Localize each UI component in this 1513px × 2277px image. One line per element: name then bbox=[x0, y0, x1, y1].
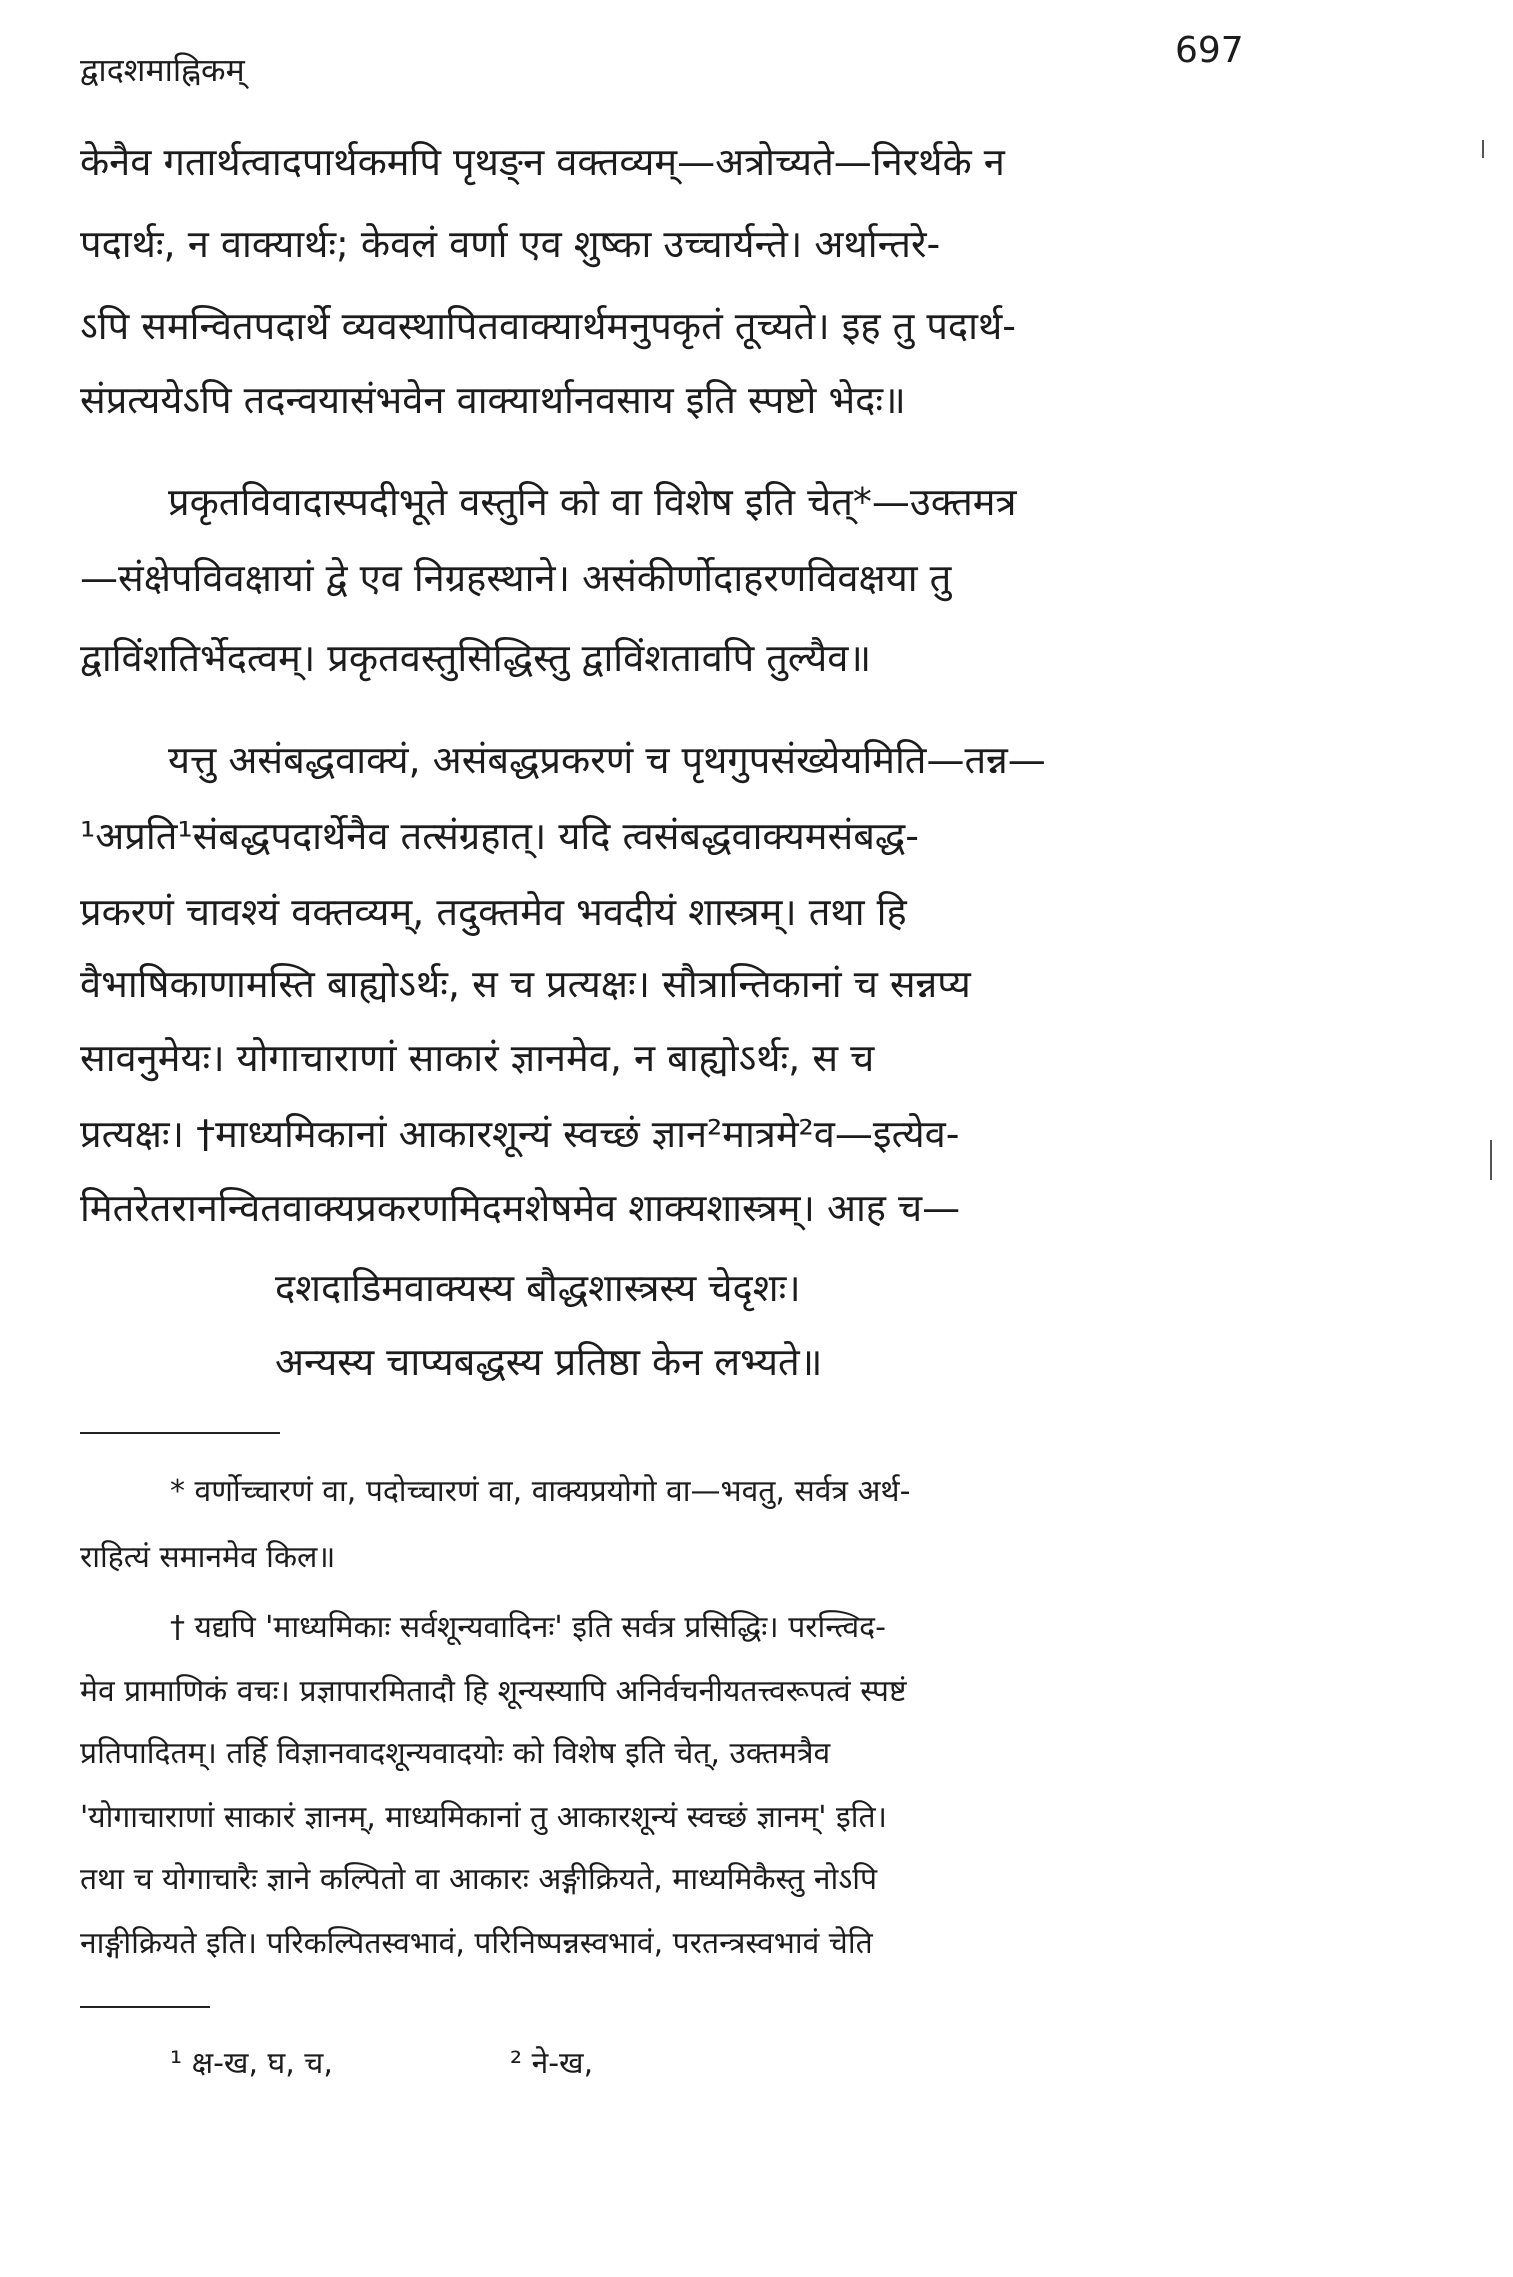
footnote-1-line-2: राहित्यं समानमेव किल॥ bbox=[80, 1540, 336, 1575]
footnote-2-line-2: मेव प्रामाणिकं वचः। प्रज्ञापारमितादौ हि शून्यस्यापि अनिर्वचनीयतत्त्वरूपत्वं स्पष्टं bbox=[80, 1674, 907, 1709]
verse-line-1: दशदाडिमवाक्यस्य बौद्धशास्त्रस्य चेदृशः। bbox=[275, 1266, 801, 1310]
footnote-2-line-3: प्रतिपादितम्। तर्हि विज्ञानवादशून्यवादयोः को विशेष इति चेत्, उक्तमत्रैव bbox=[80, 1736, 831, 1771]
verse-line-2: अन्यस्य चाप्यबद्धस्य प्रतिष्ठा केन लभ्यते॥ bbox=[275, 1340, 823, 1384]
running-head: द्वादशमाह्निकम् bbox=[80, 51, 245, 89]
variant-reading-2: ² ने-ख, bbox=[510, 2046, 594, 2081]
paragraph-2-line-3: द्वाविंशतिर्भेदत्वम्। प्रकृतवस्तुसिद्धिस्तु द्वाविंशतावपि तुल्यैव॥ bbox=[80, 636, 872, 680]
paragraph-1-line-4: संप्रत्ययेऽपि तदन्वयासंभवेन वाक्यार्थानवसाय इति स्पष्टो भेदः॥ bbox=[80, 378, 906, 422]
paragraph-3-line-2: ¹अप्रति¹संबद्धपदार्थेनैव तत्संग्रहात्। यदि त्वसंबद्धवाक्यमसंबद्ध- bbox=[80, 814, 919, 858]
paragraph-2-line-2: —संक्षेपविवक्षायां द्वे एव निग्रहस्थाने। असंकीर्णोदाहरणविवक्षया तु bbox=[80, 556, 952, 600]
footnote-2-line-4: 'योगाचाराणां साकारं ज्ञानम्, माध्यमिकानां तु आकारशून्यं स्वच्छं ज्ञानम्' इति। bbox=[80, 1800, 887, 1835]
paragraph-1-line-2: पदार्थः, न वाक्यार्थः; केवलं वर्णा एव शुष्का उच्चार्यन्ते। अर्थान्तरे- bbox=[80, 222, 941, 266]
footnote-2-line-1: † यद्यपि 'माध्यमिकाः सर्वशून्यवादिनः' इति सर्वत्र प्रसिद्धिः। परन्त्विद- bbox=[170, 1610, 886, 1645]
paragraph-3-line-3: प्रकरणं चावश्यं वक्तव्यम्, तदुक्तमेव भवदीयं शास्त्रम्। तथा हि bbox=[80, 890, 907, 934]
paragraph-1-line-3: ऽपि समन्वितपदार्थे व्यवस्थापितवाक्यार्थमनुपकृतं तूच्यते। इह तु पदार्थ- bbox=[80, 304, 1016, 348]
variant-reading-1: ¹ क्ष-ख, घ, च, bbox=[170, 2046, 333, 2081]
paragraph-3-line-4: वैभाषिकाणामस्ति बाह्योऽर्थः, स च प्रत्यक्षः। सौत्रान्तिकानां च सन्नप्य bbox=[80, 962, 971, 1006]
footnote-separator bbox=[80, 1432, 280, 1434]
footnote-2-line-6: नाङ्गीक्रियते इति। परिकल्पितस्वभावं, परिनिष्पन्नस्वभावं, परतन्त्रस्वभावं चेति bbox=[80, 1926, 873, 1961]
page-number: 697 bbox=[1175, 30, 1244, 71]
paragraph-3-line-5: सावनुमेयः। योगाचाराणां साकारं ज्ञानमेव, न बाह्योऽर्थः, स च bbox=[80, 1036, 875, 1080]
paragraph-3-line-7: मितरेतरानन्वितवाक्यप्रकरणमिदमशेषमेव शाक्यशास्त्रम्। आह च— bbox=[80, 1186, 961, 1230]
footnote-1-line-1: * वर्णोच्चारणं वा, पदोच्चारणं वा, वाक्यप्रयोगो वा—भवतु, सर्वत्र अर्थ- bbox=[170, 1474, 911, 1509]
paragraph-2-line-1: प्रकृतविवादास्पदीभूते वस्तुनि को वा विशेष इति चेत्*—उक्तमत्र bbox=[168, 480, 1017, 524]
paragraph-3-line-1: यत्तु असंबद्धवाक्यं, असंबद्धप्रकरणं च पृथगुपसंख्येयमिति—तन्न— bbox=[168, 738, 1046, 782]
paragraph-3-line-6: प्रत्यक्षः। †माध्यमिकानां आकारशून्यं स्वच्छं ज्ञान²मात्रमे²व—इत्येव- bbox=[80, 1112, 960, 1156]
variants-separator bbox=[80, 2006, 210, 2008]
footnote-2-line-5: तथा च योगाचारैः ज्ञाने कल्पितो वा आकारः अङ्गीक्रियते, माध्यमिकैस्तु नोऽपि bbox=[80, 1862, 878, 1897]
scan-mark bbox=[1482, 140, 1484, 158]
scan-mark bbox=[1490, 1140, 1492, 1180]
paragraph-1-line-1: केनैव गतार्थत्वादपार्थकमपि पृथङ्न वक्तव्यम्—अत्रोच्यते—निरर्थके न bbox=[80, 140, 1005, 184]
